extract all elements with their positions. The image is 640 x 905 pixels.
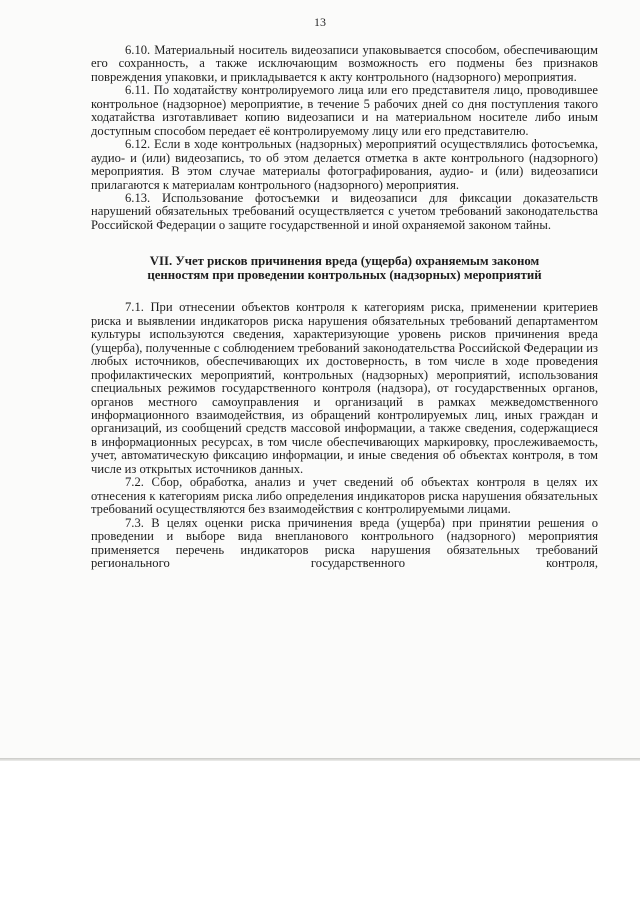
paragraph-7-2: 7.2. Сбор, обработка, анализ и учет сведений об объектах контроля в целях их отнесения к категориям риска либо определения индикаторов риска нарушения обязательных требований осуществляются без взаимодействия с контролируемыми лицами. <box>91 475 598 517</box>
section-heading-line-2: ценностям при проведении контрольных (надзорных) мероприятий <box>147 268 542 283</box>
document-body <box>91 44 598 570</box>
paragraph-7-3: 7.3. В целях оценки риска причинения вреда (ущерба) при принятии решения о проведении и выборе вида внепланового контрольного (надзорного) мероприятия применяется перечень индикаторов риска нарушения обязательных требований регионального государственного контроля, <box>91 515 598 570</box>
paragraph-6-12: 6.12. Если в ходе контрольных (надзорных) мероприятий осуществлялись фотосъемка, аудио- и (или) видеозапись, то об этом делается отметка в акте контрольного (надзорного) мероприятия. В этом случае материалы фотографирования, аудио- и (или) видеозаписи прилагаются к материалам контрольного (надзорного) мероприятия. <box>91 137 598 192</box>
paragraph-7-1: 7.1. При отнесении объектов контроля к категориям риска, применении критериев риска и выявлении индикаторов риска нарушения обязательных требований департаментом культуры используются сведения, характеризующие уровень рисков причинения вреда (ущерба), полученные с соблюдением требований законодательства Российской Федерации из любых источников, обеспечивающих их достоверность, в том числе в ходе проведения профилактических мероприятий, контрольных (надзорных) мероприятий, использования специальных режимов государственного контроля (надзора), от государственных органов, органов местного самоуправления и организаций в рамках межведомственного информационного взаимодействия, из обращений контролируемых лиц, иных граждан и организаций, из сообщений средств массовой информации, а также сведения, содержащиеся в информационных ресурсах, в том числе обеспечивающих маркировку, прослеживаемость, учет, автоматическую фиксацию информации, и иные сведения об объектах контроля, в том числе из открытых источников данных. <box>91 300 598 476</box>
page-bottom-edge <box>0 758 640 761</box>
paragraph-6-11: 6.11. По ходатайству контролируемого лица или его представителя лицо, проводившее контрольное (надзорное) мероприятие, в течение 5 рабочих дней со дня поступления такого ходатайства изготавливает копию видеозаписи и на материальном носителе либо иным доступным способом передает её контролируемому лицу или его представителю. <box>91 83 598 138</box>
section-heading <box>91 254 598 282</box>
paragraph-6-10: 6.10. Материальный носитель видеозаписи упаковывается способом, обеспечивающим его сохранность, а также исключающим возможность его подмены без признаков повреждения упаковки, и прикладывается к акту контрольного (надзорного) мероприятия. <box>91 43 598 84</box>
section-heading-line-1: VII. Учет рисков причинения вреда (ущерба) охраняемым законом <box>149 254 540 269</box>
page-number: 13 <box>314 15 326 29</box>
paragraph-6-13: 6.13. Использование фотосъемки и видеозаписи для фиксации доказательств нарушений обязательных требований осуществляется с учетом требований законодательства Российской Федерации о защите государственной и иной охраняемой законом тайны. <box>91 190 598 232</box>
